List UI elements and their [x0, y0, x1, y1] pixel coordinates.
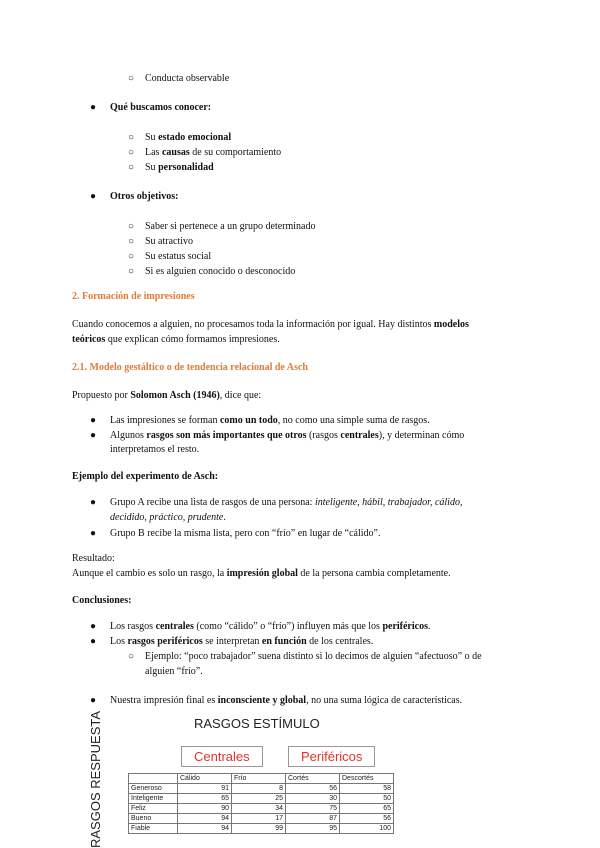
disc-bullet-icon: ●	[90, 636, 97, 647]
table-cell: 34	[232, 804, 286, 814]
list-item: Las impresiones se forman como un todo, no como una simple suma de rasgos.	[110, 415, 430, 426]
paragraph: Propuesto por Solomon Asch (1946), dice que:	[72, 390, 262, 401]
table-row	[129, 794, 394, 804]
table-cell: 87	[286, 814, 340, 824]
list-item: Grupo B recibe la misma lista, pero con “frío” en lugar de “cálido”.	[110, 528, 381, 539]
paragraph: Cuando conocemos a alguien, no procesamos toda la información por igual. Hay distintos modelos	[72, 319, 469, 330]
table-header-cell	[129, 774, 178, 784]
disc-bullet-icon: ●	[90, 415, 97, 426]
table-cell: 65	[340, 804, 394, 814]
circle-bullet-icon: ○	[128, 132, 135, 143]
results-table	[128, 773, 394, 834]
circle-bullet-icon: ○	[128, 251, 135, 262]
table-row	[129, 814, 394, 824]
list-item: Su atractivo	[145, 236, 194, 247]
disc-bullet-icon: ●	[90, 102, 97, 113]
list-item: Su estado emocional	[145, 132, 232, 143]
table-cell: Bueno	[129, 814, 178, 824]
table-cell: 25	[232, 794, 286, 804]
table-header-cell: Cortés	[286, 774, 340, 784]
section-heading: 2. Formación de impresiones	[72, 291, 195, 302]
list-item-continuation: alguien “frío”.	[145, 666, 203, 677]
table-header-cell: Frío	[232, 774, 286, 784]
table-cell: Inteligente	[129, 794, 178, 804]
table-cell: 91	[178, 784, 232, 794]
list-item: Qué buscamos conocer:	[110, 102, 212, 113]
list-item: Algunos rasgos son más importantes que otros (rasgos centrales), y determinan cómo	[110, 430, 465, 441]
table-row	[129, 824, 394, 834]
paragraph: Resultado:	[72, 553, 115, 564]
table-cell: 65	[178, 794, 232, 804]
disc-bullet-icon: ●	[90, 430, 97, 441]
table-cell: 95	[286, 824, 340, 834]
list-item: Otros objetivos:	[110, 191, 179, 202]
paragraph: Aunque el cambio es solo un rasgo, la impresión global de la persona cambia completamente.	[72, 568, 451, 579]
table-cell: 56	[286, 784, 340, 794]
table-header-cell: Cálido	[178, 774, 232, 784]
table-cell: Generoso	[129, 784, 178, 794]
table-cell: 99	[232, 824, 286, 834]
table-cell: 8	[232, 784, 286, 794]
table-cell: 75	[286, 804, 340, 814]
table-cell: Feliz	[129, 804, 178, 814]
list-item: Saber si pertenece a un grupo determinado	[145, 221, 316, 232]
figure-title: RASGOS ESTÍMULO	[194, 716, 320, 731]
list-item: Las causas de su comportamiento	[145, 147, 282, 158]
paragraph: Ejemplo del experimento de Asch:	[72, 471, 219, 482]
table-row	[129, 804, 394, 814]
disc-bullet-icon: ●	[90, 695, 97, 706]
list-item: Los rasgos centrales (como “cálido” o “frío”) influyen más que los periféricos.	[110, 621, 431, 632]
list-item: Su personalidad	[145, 162, 214, 173]
table-cell: 94	[178, 814, 232, 824]
disc-bullet-icon: ●	[90, 497, 97, 508]
disc-bullet-icon: ●	[90, 621, 97, 632]
table-cell: 58	[340, 784, 394, 794]
list-item: Los rasgos periféricos se interpretan en función de los centrales.	[110, 636, 374, 647]
disc-bullet-icon: ●	[90, 191, 97, 202]
centrales-label: Centrales	[181, 746, 263, 767]
list-item-continuation: decidido, práctico, prudente.	[110, 512, 226, 523]
list-item: Nuestra impresión final es inconsciente y global, no una suma lógica de características.	[110, 695, 463, 706]
table-row	[129, 784, 394, 794]
table-header-cell: Descortés	[340, 774, 394, 784]
list-item: Conducta observable	[145, 73, 230, 84]
circle-bullet-icon: ○	[128, 236, 135, 247]
table-cell: 56	[340, 814, 394, 824]
paragraph: Conclusiones:	[72, 595, 132, 606]
table-cell: 30	[286, 794, 340, 804]
circle-bullet-icon: ○	[128, 73, 135, 84]
circle-bullet-icon: ○	[128, 162, 135, 173]
table-cell: 50	[340, 794, 394, 804]
list-item: Ejemplo: “poco trabajador” suena distinto si lo decimos de alguien “afectuoso” o de	[145, 651, 482, 662]
list-item: Si es alguien conocido o desconocido	[145, 266, 296, 277]
disc-bullet-icon: ●	[90, 528, 97, 539]
table-cell: 100	[340, 824, 394, 834]
circle-bullet-icon: ○	[128, 266, 135, 277]
subsection-heading: 2.1. Modelo gestáltico o de tendencia relacional de Asch	[72, 362, 308, 373]
figure-side-label: RASGOS RESPUESTA	[88, 710, 103, 848]
list-item: Su estatus social	[145, 251, 212, 262]
circle-bullet-icon: ○	[128, 221, 135, 232]
table-header-row	[129, 774, 394, 784]
perifericos-label: Periféricos	[288, 746, 375, 767]
table-cell: 17	[232, 814, 286, 824]
list-item-continuation: interpretamos el resto.	[110, 444, 200, 455]
circle-bullet-icon: ○	[128, 651, 135, 662]
circle-bullet-icon: ○	[128, 147, 135, 158]
list-item: Grupo A recibe una lista de rasgos de una persona: inteligente, hábil, trabajador, cálido,	[110, 497, 463, 508]
table-cell: 94	[178, 824, 232, 834]
table-cell: 90	[178, 804, 232, 814]
table-cell: Fiable	[129, 824, 178, 834]
paragraph: teóricos que explican cómo formamos impresiones.	[72, 334, 280, 345]
